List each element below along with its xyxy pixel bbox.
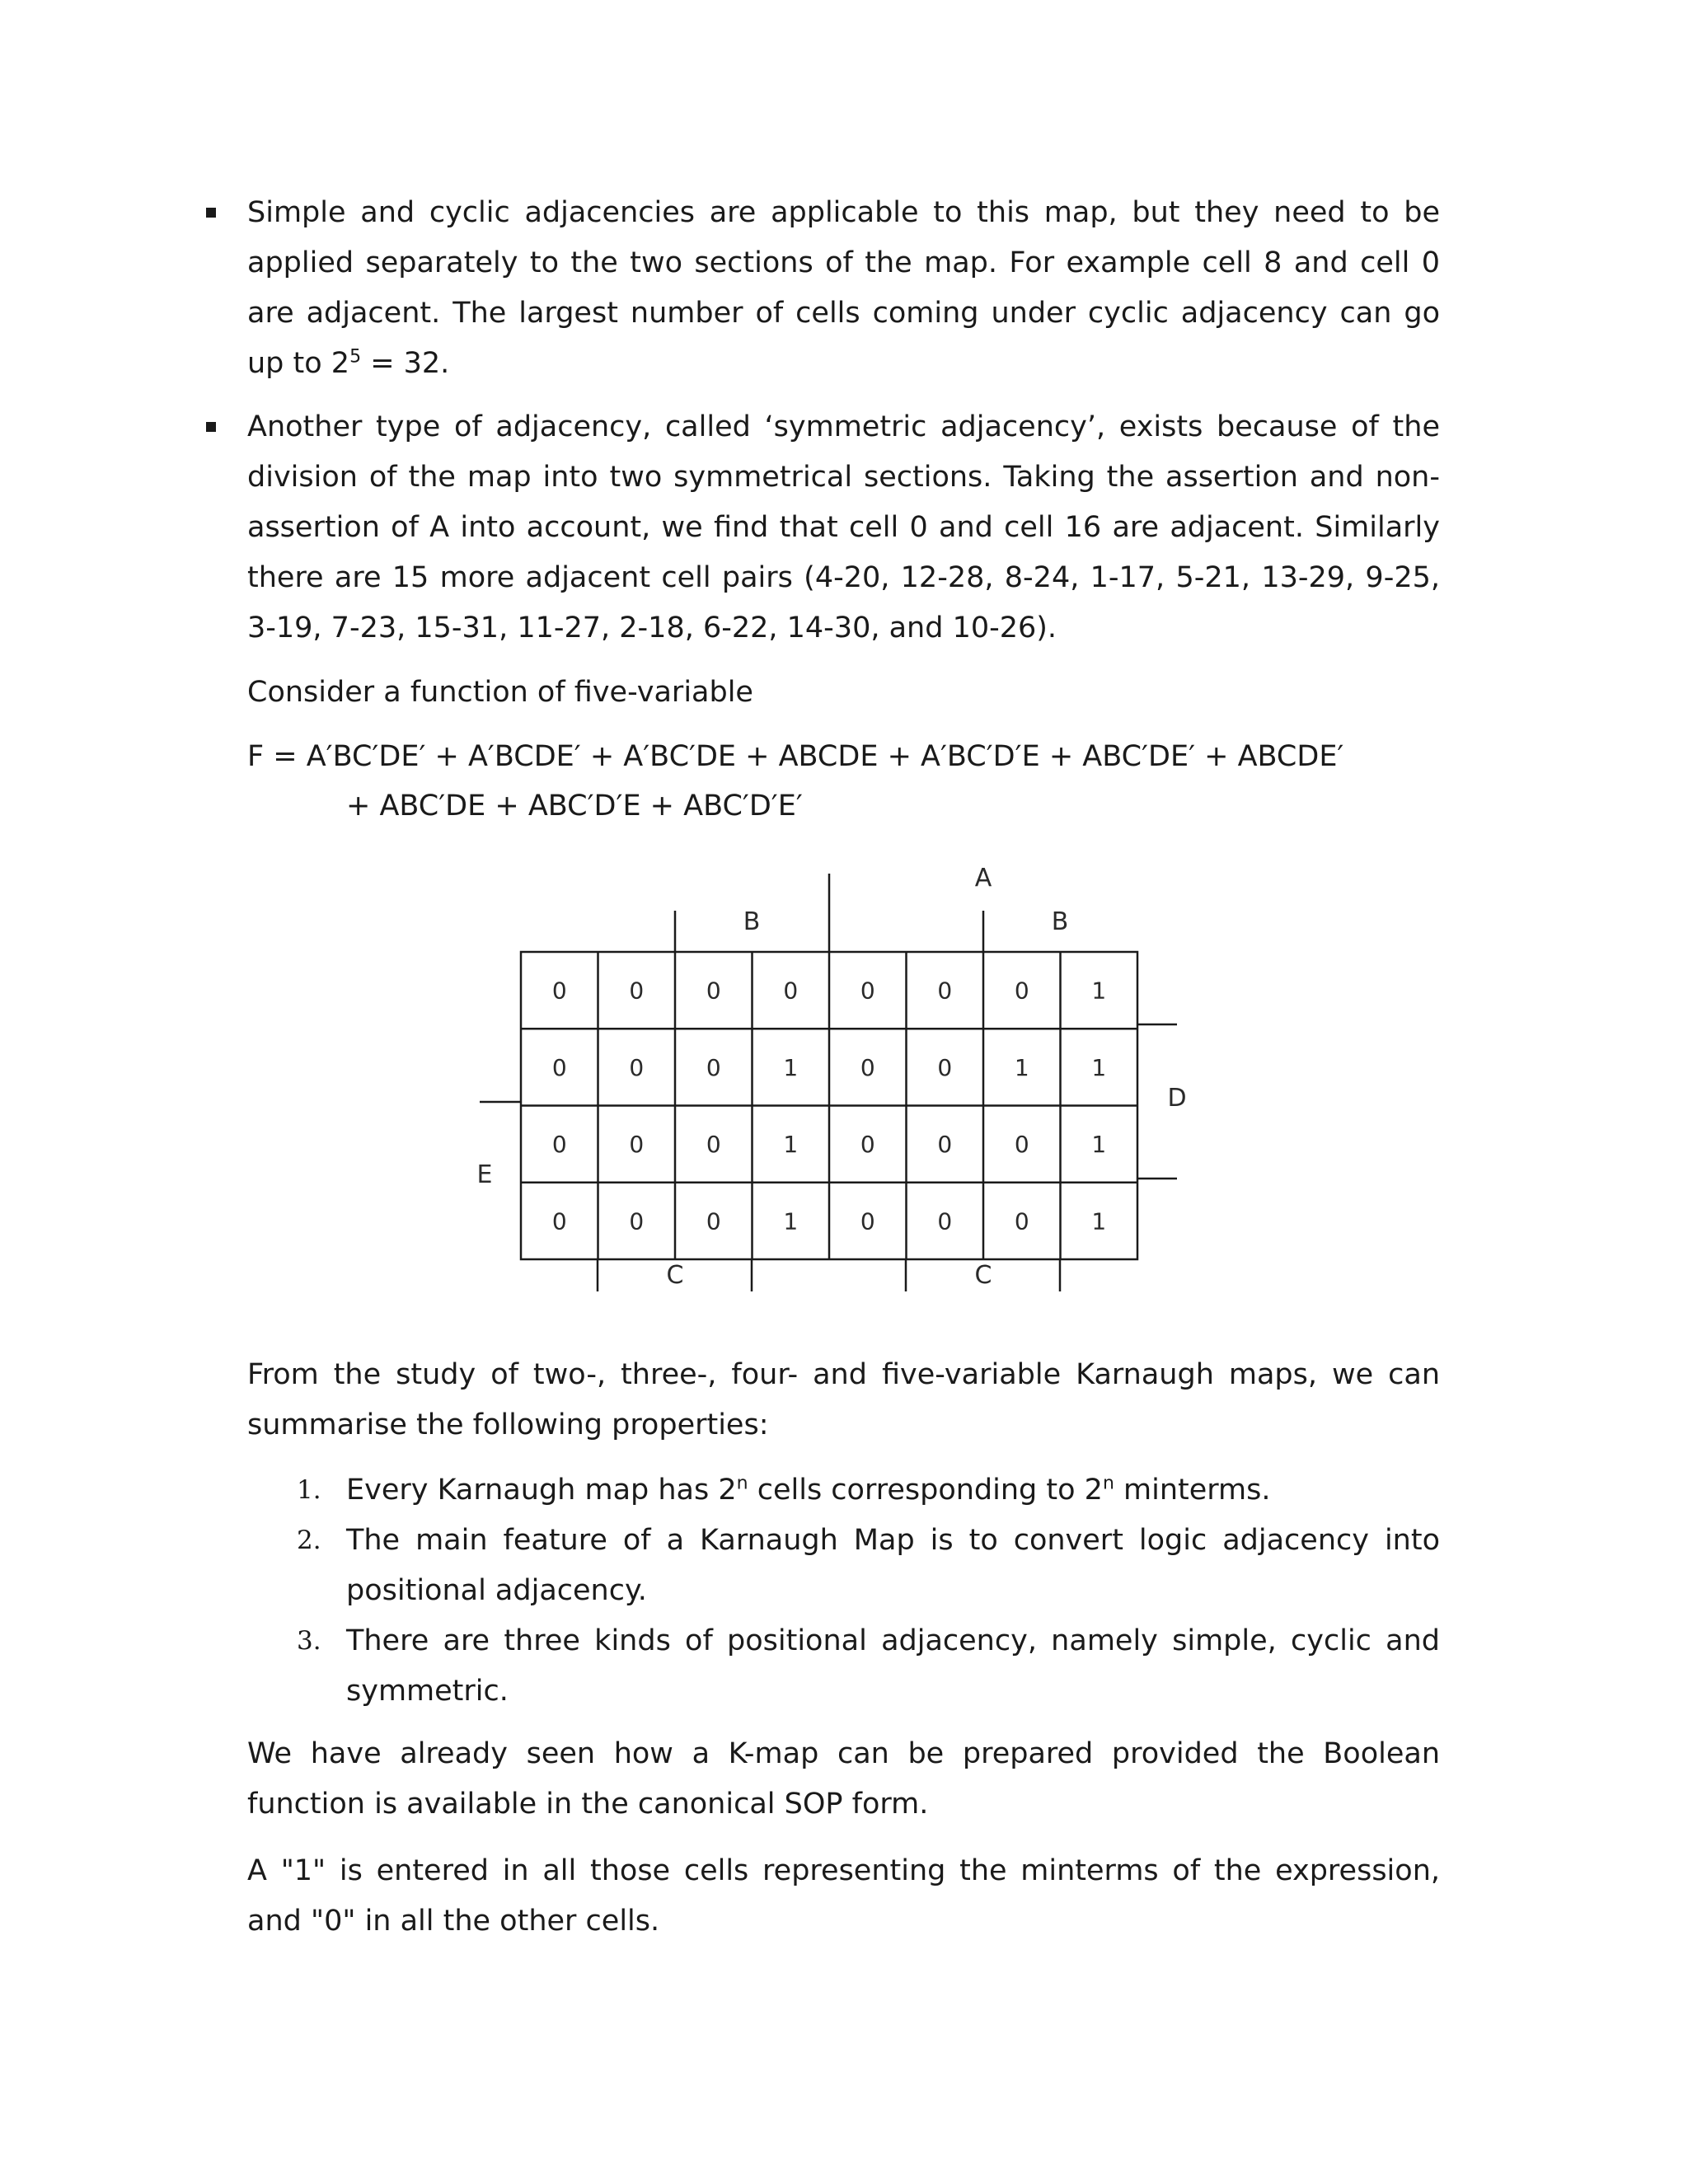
bullet-text: Another type of adjacency, called ‘symmetric adjacency’, exists because of the division of the map into two symmetrical sections. Taking the assertion and non-assertion of A into account, we find that cell 0 and cell 16 are adjacent. Similarly there are 15 more adjacent cell pairs (4-20, 12-28, 8-24, 1-17, 5-21, 13-29, 9-25, 3-19, 7-23, 15-31, 11-27, 2-18, 6-22, 14-30, and 10-26).	[247, 410, 1440, 644]
bullet-item-simple-cyclic	[247, 188, 1440, 389]
minterm-entry-paragraph: A "1" is entered in all those cells representing the minterms of the expression, and "0" in all the other cells.	[247, 1854, 1440, 1938]
kmap-cell-value: 0	[629, 1053, 645, 1081]
kmap-cell-value: 0	[860, 1207, 875, 1235]
list-number: 3.	[297, 1626, 321, 1656]
kmap-preparation-paragraph: We have already seen how a K-map can be prepared provided the Boolean function is available in the canonical SOP form.	[247, 1737, 1440, 1821]
bullet-square-icon	[206, 208, 216, 218]
kmap-variable-labels	[477, 864, 1187, 1290]
kmap-cell-value: 0	[706, 1207, 721, 1235]
kmap-cell-value: 0	[629, 1207, 645, 1235]
superscript: n	[736, 1473, 748, 1494]
superscript: 5	[349, 346, 362, 368]
kmap-cell-value: 1	[1091, 1053, 1107, 1081]
label-d: D	[1167, 1084, 1187, 1113]
label-a: A	[974, 864, 992, 893]
list-text: Every Karnaugh map has 2	[346, 1474, 737, 1507]
kmap-cell-value: 0	[551, 1131, 567, 1159]
superscript: n	[1102, 1473, 1114, 1494]
kmap-cell-value: 1	[1091, 1131, 1107, 1159]
kmap-cell-value: 0	[860, 977, 875, 1005]
kmap-cell-value: 1	[1091, 1207, 1107, 1235]
kmap-cell-value: 0	[551, 1053, 567, 1081]
kmap-cell-value: 0	[860, 1131, 875, 1159]
list-text: cells corresponding to 2	[748, 1474, 1103, 1507]
kmap-cell-value: 0	[706, 1131, 721, 1159]
properties-list	[297, 1465, 1440, 1717]
kmap-cell-value: 0	[937, 977, 953, 1005]
list-number: 2.	[297, 1526, 321, 1555]
kmap-cell-value: 1	[1014, 1053, 1029, 1081]
kmap-cell-value: 0	[860, 1053, 875, 1081]
karnaugh-map-diagram	[462, 861, 1203, 1306]
kmap-cell-value: 1	[783, 1207, 799, 1235]
kmap-cell-value: 0	[629, 1131, 645, 1159]
kmap-cell-value: 0	[706, 977, 721, 1005]
label-b-left: B	[743, 907, 761, 936]
kmap-cell-value: 1	[1091, 977, 1107, 1005]
kmap-cell-value: 1	[783, 1053, 799, 1081]
bullet-text-end: = 32.	[361, 347, 450, 380]
list-text: minterms.	[1114, 1474, 1271, 1507]
label-c-right: C	[974, 1261, 992, 1290]
bullet-text: Simple and cyclic adjacencies are applicable to this map, but they need to be applied separately to the two sections of the map. For example cell 8 and cell 0 are adjacent. The largest number of cells coming under cyclic adjacency can go up to 2	[247, 196, 1440, 380]
label-b-right: B	[1051, 907, 1069, 936]
list-item	[297, 1465, 1440, 1516]
list-number: 1.	[297, 1475, 321, 1505]
function-formula-line1: F = A′BC′DE′ + A′BCDE′ + A′BC′DE + ABCDE + A′BC′D′E + ABC′DE′ + ABCDE′	[247, 740, 1344, 773]
kmap-cell-value: 0	[551, 1207, 567, 1235]
label-e: E	[476, 1160, 493, 1189]
kmap-cell-value: 0	[1014, 977, 1029, 1005]
kmap-cell-value: 0	[937, 1207, 953, 1235]
list-item	[297, 1516, 1440, 1616]
kmap-cell-value: 0	[1014, 1131, 1029, 1159]
kmap-cell-value: 0	[706, 1053, 721, 1081]
bullet-item-symmetric	[247, 402, 1440, 654]
label-c-left: C	[666, 1261, 684, 1290]
function-formula-line2: + ABC′DE + ABC′D′E + ABC′D′E′	[346, 790, 803, 823]
kmap-grid	[521, 952, 1137, 1259]
kmap-cell-value: 0	[629, 977, 645, 1005]
bullet-square-icon	[206, 422, 216, 432]
kmap-cell-value: 1	[783, 1131, 799, 1159]
consider-paragraph: Consider a function of five-variable	[247, 676, 753, 709]
kmap-cell-value: 0	[783, 977, 799, 1005]
list-text: There are three kinds of positional adjacency, namely simple, cyclic and symmetric.	[346, 1624, 1440, 1708]
summary-intro-paragraph: From the study of two-, three-, four- and five-variable Karnaugh maps, we can summarise the following properties:	[247, 1358, 1440, 1441]
kmap-cell-value: 0	[1014, 1207, 1029, 1235]
kmap-cell-value: 0	[551, 977, 567, 1005]
kmap-cell-value: 0	[937, 1131, 953, 1159]
list-text: The main feature of a Karnaugh Map is to convert logic adjacency into positional adjacency.	[346, 1524, 1440, 1607]
list-item	[297, 1616, 1440, 1717]
kmap-cell-value: 0	[937, 1053, 953, 1081]
